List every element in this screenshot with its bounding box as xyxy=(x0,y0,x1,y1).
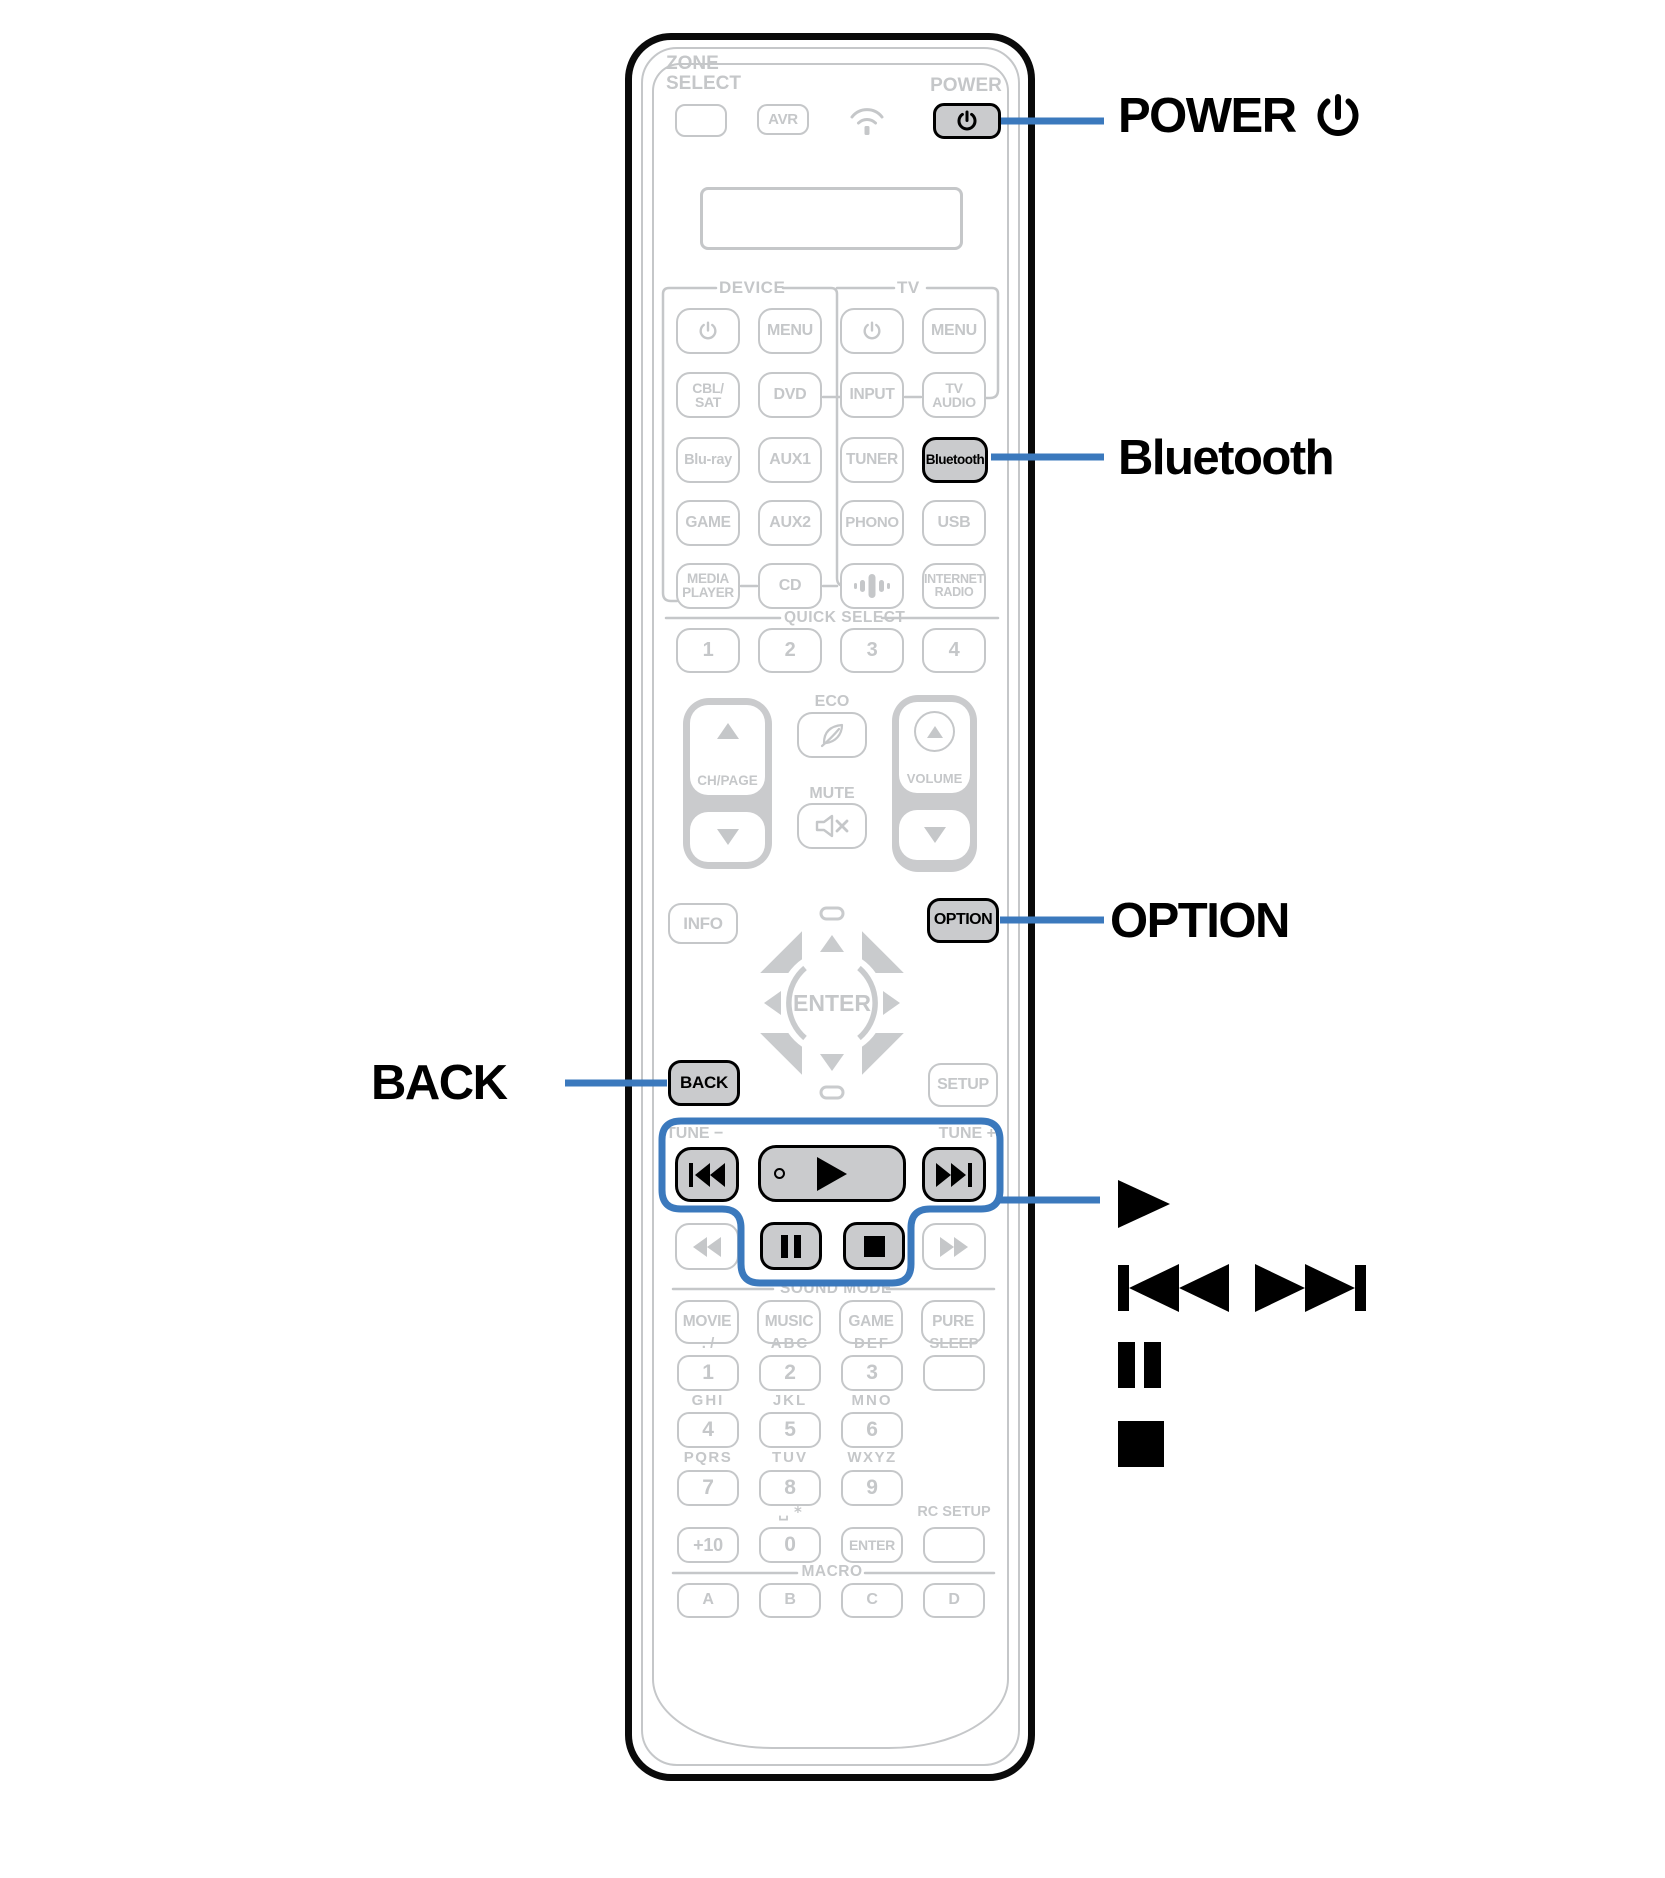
macro-b-button[interactable] xyxy=(759,1583,821,1618)
pause-callout-icon xyxy=(1118,1342,1161,1388)
usb-button[interactable] xyxy=(922,500,986,546)
keypad-letters-5: JKL xyxy=(772,1392,808,1409)
option-button-label: OPTION xyxy=(933,911,993,929)
tv-menu-label: MENU xyxy=(931,321,977,339)
macro-b-label: B xyxy=(784,1591,796,1609)
sleep-label: SLEEP xyxy=(929,1335,979,1352)
down-triangle-icon xyxy=(717,829,739,845)
power-icon xyxy=(1312,91,1364,143)
tv-audio-button[interactable] xyxy=(922,372,986,418)
volume-rocker[interactable] xyxy=(892,695,977,872)
dvd-button[interactable] xyxy=(758,372,822,418)
mute-speaker-icon xyxy=(814,812,850,840)
stop-button[interactable] xyxy=(843,1222,905,1270)
key-1-label: 1 xyxy=(702,1361,714,1385)
eco-button[interactable] xyxy=(797,712,867,758)
key-8-button[interactable] xyxy=(759,1470,821,1506)
key-9-button[interactable] xyxy=(841,1470,903,1506)
key-0-label: 0 xyxy=(784,1533,796,1557)
device-group-label: DEVICE xyxy=(719,278,786,297)
device-menu-label: MENU xyxy=(767,321,813,339)
fast-forward-button[interactable] xyxy=(922,1223,986,1270)
eco-label: ECO xyxy=(814,693,850,710)
key-7-button[interactable] xyxy=(677,1470,739,1506)
macro-label: MACRO xyxy=(801,1563,863,1580)
skip-back-icon xyxy=(1118,1264,1229,1312)
channel-up-button[interactable] xyxy=(690,705,765,795)
keypad-letters-7: PQRS xyxy=(683,1449,733,1466)
cbl-sat-label-1: CBL/ xyxy=(692,379,724,396)
up-triangle-icon xyxy=(717,723,739,739)
rc-setup-label: RC SETUP xyxy=(917,1504,991,1520)
media-player-button[interactable] xyxy=(676,563,740,609)
stop-callout-icon xyxy=(1118,1421,1164,1467)
key-8-label: 8 xyxy=(784,1476,796,1500)
key-4-button[interactable] xyxy=(677,1412,739,1448)
blu-ray-button[interactable] xyxy=(676,437,740,483)
key-3-label: 3 xyxy=(866,1361,878,1385)
mute-button[interactable] xyxy=(797,803,867,849)
pure-label: PURE xyxy=(932,1313,974,1331)
bluetooth-button[interactable] xyxy=(922,437,988,483)
tv-audio-label-1: TV xyxy=(945,379,963,396)
aux1-button[interactable] xyxy=(758,437,822,483)
ch-page-label: CH/PAGE xyxy=(697,772,758,788)
key-2-button[interactable] xyxy=(759,1355,821,1391)
game-label: GAME xyxy=(685,514,731,532)
tv-audio-label-2: AUDIO xyxy=(932,394,976,410)
skip-back-icon xyxy=(689,1163,725,1187)
game-button[interactable] xyxy=(676,500,740,546)
power-callout xyxy=(1118,88,1364,144)
cbl-sat-label-2: SAT xyxy=(694,394,722,410)
quick-select-2-label: 2 xyxy=(784,639,796,662)
mute-label: MUTE xyxy=(809,785,855,802)
skip-back-button[interactable] xyxy=(675,1147,739,1202)
quick-select-3-button[interactable] xyxy=(840,628,904,673)
power-callout-label: POWER xyxy=(1118,89,1296,143)
cd-button[interactable] xyxy=(758,563,822,609)
macro-c-button[interactable] xyxy=(841,1583,903,1618)
key-5-button[interactable] xyxy=(759,1412,821,1448)
macro-d-button[interactable] xyxy=(923,1583,985,1618)
eco-leaf-icon xyxy=(817,720,847,750)
game-sound-label: GAME xyxy=(848,1313,894,1331)
key-6-label: 6 xyxy=(866,1418,878,1442)
quick-select-1-label: 1 xyxy=(702,639,714,662)
keypad-letters-2: ABC xyxy=(770,1335,810,1352)
sleep-button[interactable] xyxy=(923,1355,985,1391)
volume-down-button[interactable] xyxy=(899,810,970,860)
tv-menu-button[interactable] xyxy=(922,308,986,354)
volume-up-icon xyxy=(914,711,955,752)
key-5-label: 5 xyxy=(784,1418,796,1442)
skip-forward-button[interactable] xyxy=(922,1147,986,1202)
power-button[interactable] xyxy=(933,103,1001,139)
zone-select-label: ZONE SELECT xyxy=(666,53,741,95)
info-label: INFO xyxy=(683,913,723,933)
plus-10-label: +10 xyxy=(693,1534,723,1555)
music-label: MUSIC xyxy=(764,1313,814,1331)
zone-select-button[interactable] xyxy=(675,104,727,137)
quick-select-2-button[interactable] xyxy=(758,628,822,673)
media-player-label-1: MEDIA xyxy=(687,571,729,587)
keypad-letters-8: TUV xyxy=(772,1449,808,1466)
play-button[interactable] xyxy=(758,1145,906,1202)
channel-down-button[interactable] xyxy=(690,812,765,862)
quick-select-4-button[interactable] xyxy=(922,628,986,673)
tuner-button[interactable] xyxy=(840,437,904,483)
enter-button-label[interactable]: ENTER xyxy=(793,990,871,1016)
quick-select-4-label: 4 xyxy=(948,639,960,662)
key-3-button[interactable] xyxy=(841,1355,903,1391)
macro-a-label: A xyxy=(702,1591,714,1609)
device-menu-button[interactable] xyxy=(758,308,822,354)
tune-plus-label: TUNE + xyxy=(938,1125,996,1142)
stop-icon xyxy=(864,1236,885,1257)
tv-power-button[interactable] xyxy=(840,308,904,354)
usb-label: USB xyxy=(937,513,971,531)
volume-up-button[interactable] xyxy=(899,702,970,793)
key-9-label: 9 xyxy=(866,1476,878,1500)
tv-group-label: TV xyxy=(897,278,920,297)
bluetooth-callout: Bluetooth xyxy=(1118,431,1334,485)
macro-c-label: C xyxy=(866,1591,878,1609)
avr-button[interactable] xyxy=(757,104,809,135)
power-icon xyxy=(955,109,979,133)
key-6-button[interactable] xyxy=(841,1412,903,1448)
power-icon xyxy=(861,320,883,342)
input-label: INPUT xyxy=(849,386,895,404)
movie-label: MOVIE xyxy=(682,1313,732,1331)
internet-radio-label-1: INTERNET xyxy=(923,572,985,587)
bluetooth-button-label: Bluetooth xyxy=(925,452,985,468)
keypad-enter-button[interactable] xyxy=(841,1527,903,1563)
key-7-label: 7 xyxy=(702,1476,714,1500)
keypad-letters-9: WXYZ xyxy=(847,1449,897,1466)
pause-button[interactable] xyxy=(760,1222,822,1270)
keypad-enter-label: ENTER xyxy=(849,1536,895,1553)
channel-page-rocker[interactable] xyxy=(683,698,772,869)
back-button[interactable] xyxy=(668,1060,740,1106)
display-window xyxy=(700,187,963,250)
play-callout-icon xyxy=(1118,1180,1170,1228)
fast-forward-icon xyxy=(940,1237,968,1257)
aux2-label: AUX2 xyxy=(769,513,811,531)
keypad-letters-6: MNO xyxy=(851,1392,893,1409)
skip-forward-icon xyxy=(1255,1264,1366,1312)
keypad-letters-1: . / xyxy=(701,1335,715,1352)
down-triangle-icon xyxy=(924,827,946,843)
setup-button[interactable] xyxy=(928,1063,998,1107)
cbl-sat-button[interactable] xyxy=(676,372,740,418)
phono-button[interactable] xyxy=(840,500,904,546)
back-callout: BACK xyxy=(371,1056,507,1110)
tune-minus-label: TUNE − xyxy=(666,1125,724,1142)
plus-10-button[interactable] xyxy=(677,1527,739,1563)
play-icon xyxy=(817,1157,847,1191)
power-icon xyxy=(697,320,719,342)
option-callout: OPTION xyxy=(1110,894,1289,948)
quick-select-label: QUICK SELECT xyxy=(784,609,906,626)
cd-label: CD xyxy=(778,576,802,594)
rewind-icon xyxy=(693,1237,721,1257)
blu-ray-label: Blu-ray xyxy=(684,451,732,468)
rewind-button[interactable] xyxy=(675,1223,739,1270)
key-1-button[interactable] xyxy=(677,1355,739,1391)
input-button[interactable] xyxy=(840,372,904,418)
dvd-label: DVD xyxy=(773,385,807,403)
internet-radio-label-2: RADIO xyxy=(934,585,974,599)
direction-pad[interactable] xyxy=(717,888,947,1118)
media-player-label-2: PLAYER xyxy=(682,585,734,600)
rc-setup-button[interactable] xyxy=(923,1527,985,1563)
quick-select-3-label: 3 xyxy=(866,639,878,662)
internet-radio-button[interactable] xyxy=(922,563,986,609)
pause-icon xyxy=(781,1235,801,1258)
sound-mode-label: SOUND MODE xyxy=(780,1280,892,1297)
keypad-letters-3: DEF xyxy=(854,1335,890,1352)
audio-bars-icon xyxy=(850,567,894,605)
key-4-label: 4 xyxy=(702,1418,714,1442)
volume-label: VOLUME xyxy=(906,771,963,787)
skip-callout-icons xyxy=(1118,1264,1366,1312)
tuner-label: TUNER xyxy=(846,451,898,469)
tactile-dot xyxy=(774,1168,785,1179)
aux2-button[interactable] xyxy=(758,500,822,546)
macro-a-button[interactable] xyxy=(677,1583,739,1618)
skip-forward-icon xyxy=(936,1163,972,1187)
key-2-label: 2 xyxy=(784,1361,796,1385)
quick-select-1-button[interactable] xyxy=(676,628,740,673)
back-button-label: BACK xyxy=(680,1073,728,1093)
aux1-label: AUX1 xyxy=(769,450,811,468)
setup-label: SETUP xyxy=(937,1075,989,1093)
macro-d-label: D xyxy=(948,1591,960,1609)
phono-label: PHONO xyxy=(845,514,899,532)
key-0-button[interactable] xyxy=(759,1527,821,1563)
keypad-letters-4: GHI xyxy=(691,1392,725,1409)
top-pill-mark xyxy=(821,908,843,919)
device-power-button[interactable] xyxy=(676,308,740,354)
keypad-letters-0: ␣ * xyxy=(778,1503,802,1521)
power-button-label: POWER xyxy=(930,75,1002,96)
heos-button[interactable] xyxy=(840,563,904,609)
bottom-pill-mark xyxy=(821,1087,843,1098)
avr-button-label: AVR xyxy=(768,110,798,128)
